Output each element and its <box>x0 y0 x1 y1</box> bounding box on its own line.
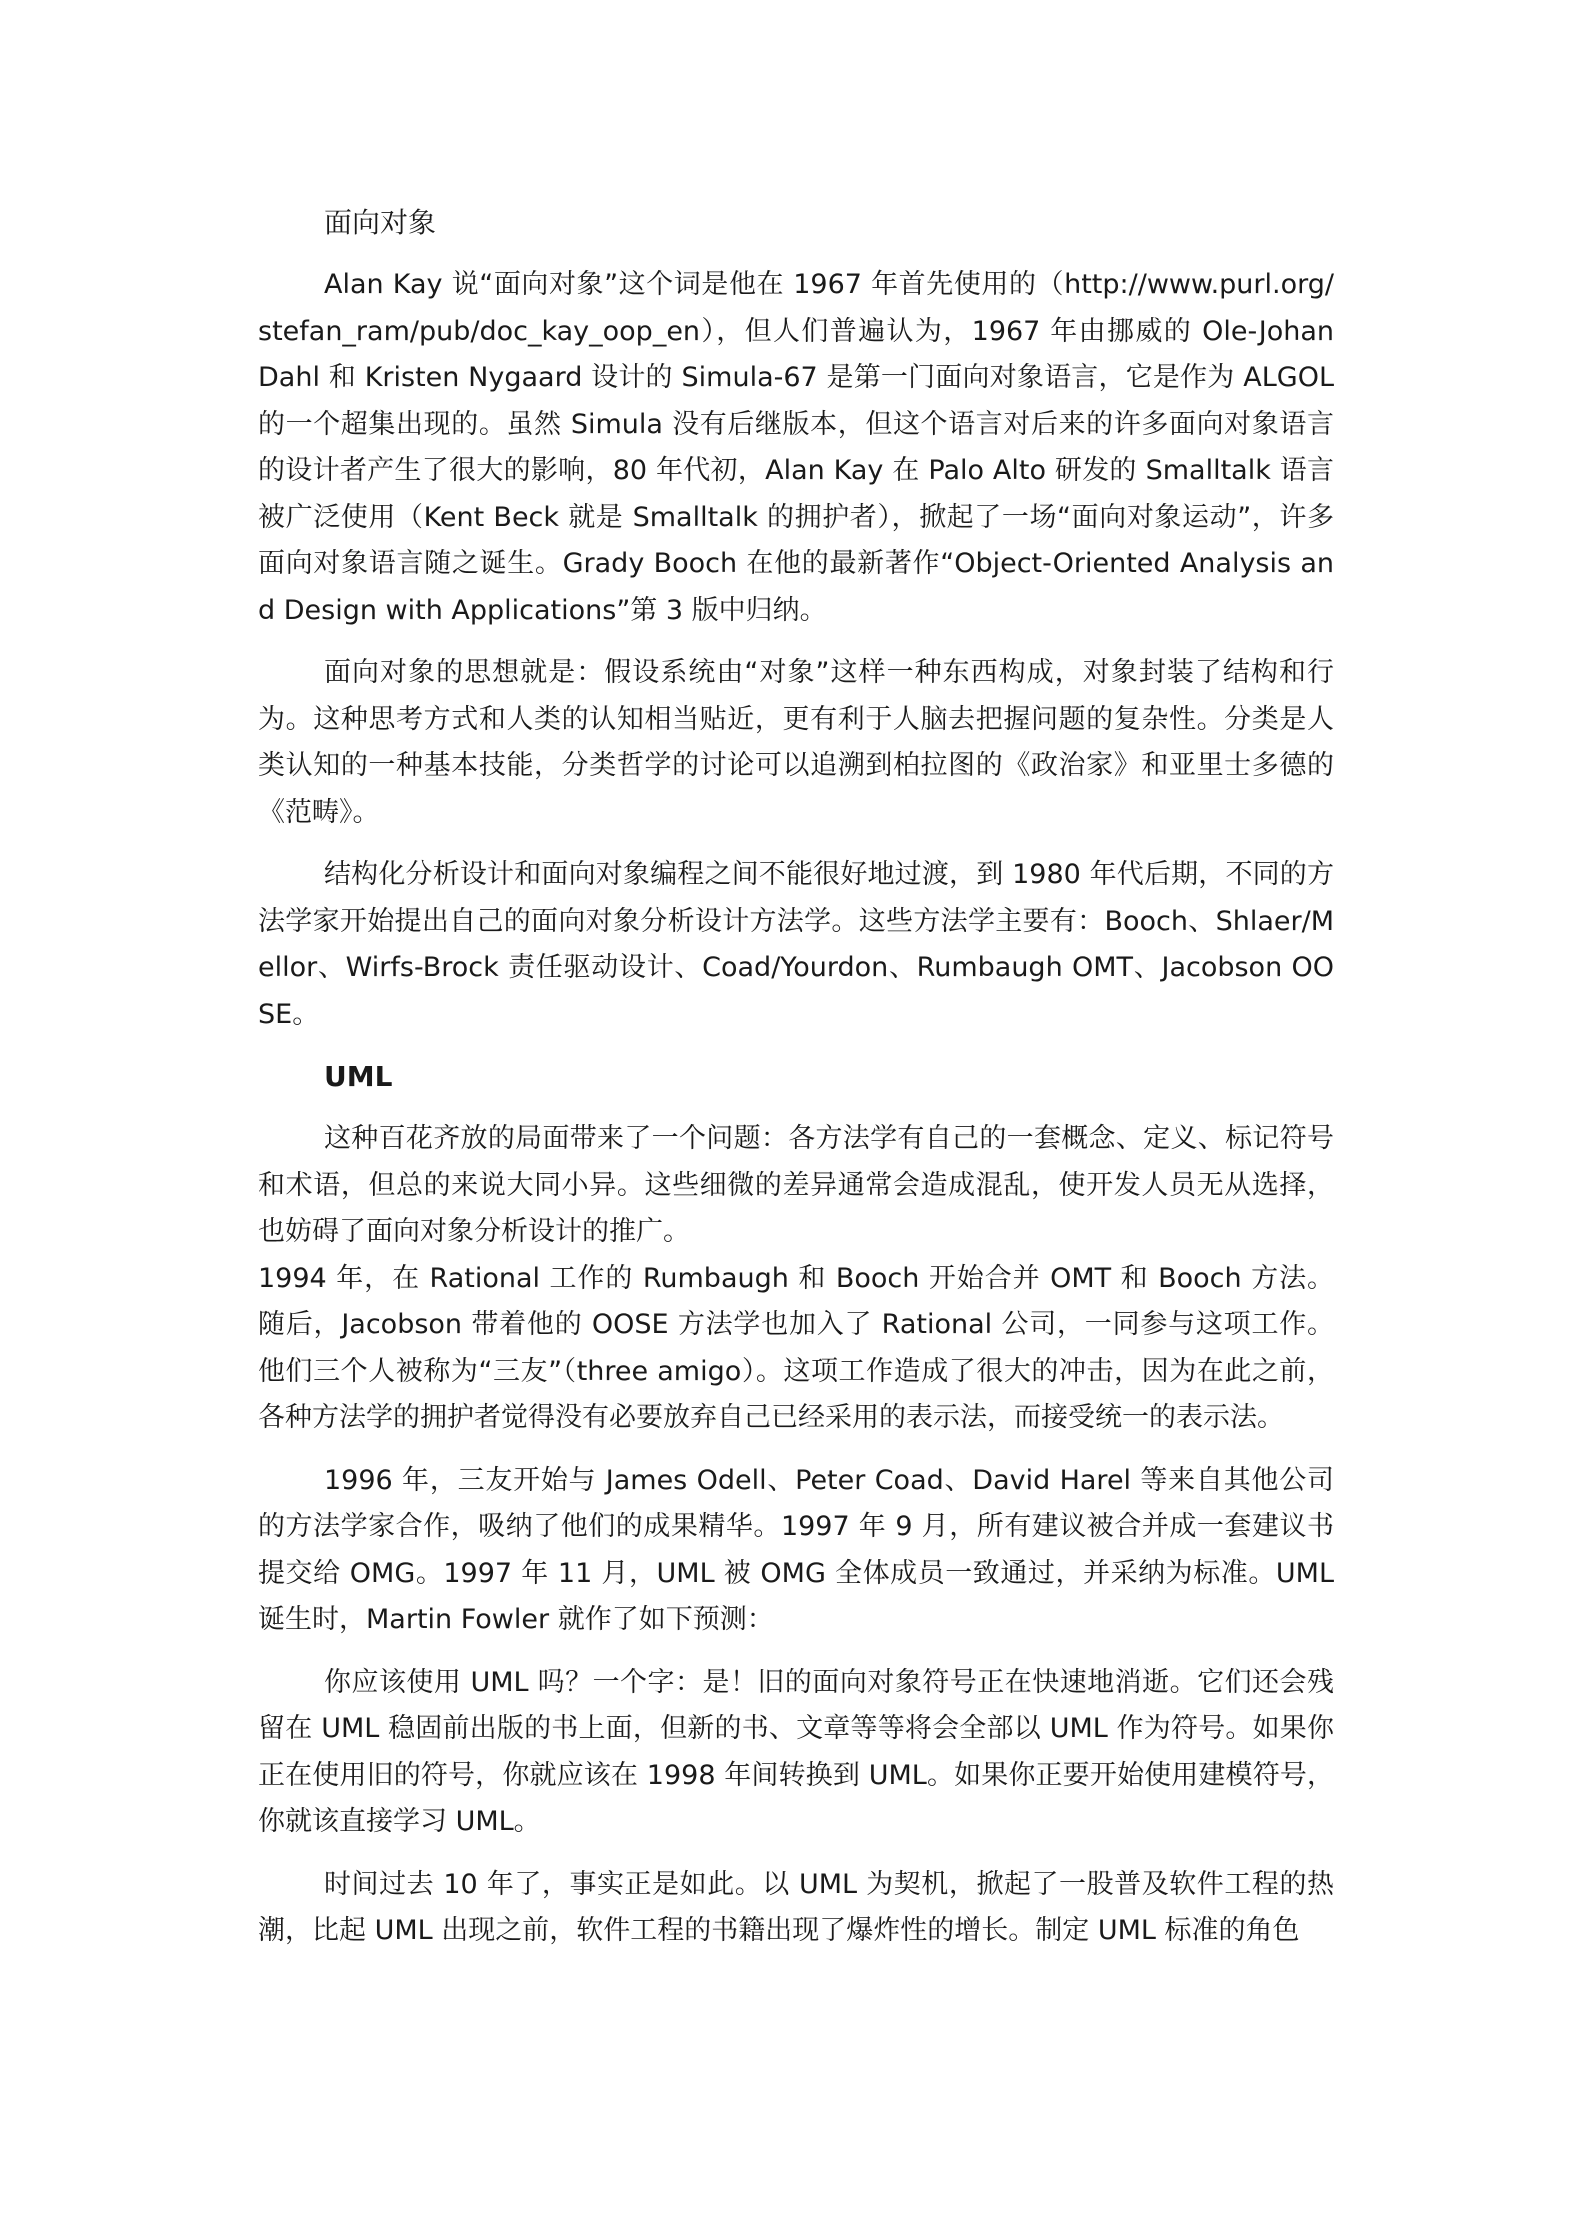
paragraph-uml-1996: 1996 年，三友开始与 James Odell、Peter Coad、David Harel 等来自其他公司的方法学家合作，吸纳了他们的成果精华。1997 年 9 月，所有建议被合并成一套建议书提交给 OMG。1997 年 11 月，UML 被 OMG 全体成员一致通过，并采纳为标准。UML 诞生时，Martin Fowler 就作了如下预测： <box>258 1464 1334 1635</box>
paragraph-uml-1994: 1994 年，在 Rational 工作的 Rumbaugh 和 Booch 开始合并 OMT 和 Booch 方法。随后，Jacobson 带着他的 OOSE 方法学也加入了 Rational 公司，一同参与这项工作。他们三个人被称为“三友”（three amigo）。这项工作造成了很大的冲击，因为在此之前，各种方法学的拥护者觉得没有必要放弃自己已经采用的表示法，而接受统一的表示法。 <box>258 1262 1334 1433</box>
document-page <box>258 200 1334 1971</box>
paragraph-oo-methodologies: 结构化分析设计和面向对象编程之间不能很好地过渡，到 1980 年代后期，不同的方法学家开始提出自己的面向对象分析设计方法学。这些方法学主要有：Booch、Shlaer/Mellor、Wirfs-Brock 责任驱动设计、Coad/Yourdon、Rumbaugh OMT、Jacobson OOSE。 <box>258 859 1334 1030</box>
paragraph-uml-problem: 这种百花齐放的局面带来了一个问题：各方法学有自己的一套概念、定义、标记符号和术语，但总的来说大同小异。这些细微的差异通常会造成混乱，使开发人员无从选择，也妨碍了面向对象分析设计的推广。 <box>258 1123 1334 1247</box>
section-heading-oo: 面向对象 <box>324 206 437 239</box>
paragraph-oo-idea: 面向对象的思想就是：假设系统由“对象”这样一种东西构成，对象封装了结构和行为。这种思考方式和人类的认知相当贴近，更有利于人脑去把握问题的复杂性。分类是人类认知的一种基本技能，分类哲学的讨论可以追溯到柏拉图的《政治家》和亚里士多德的《范畴》。 <box>258 657 1334 828</box>
paragraph-uml-ten-years: 时间过去 10 年了，事实正是如此。以 UML 为契机，掀起了一股普及软件工程的热潮，比起 UML 出现之前，软件工程的书籍出现了爆炸性的增长。制定 UML 标准的角色 <box>258 1868 1334 1946</box>
paragraph-oo-history: Alan Kay 说“面向对象”这个词是他在 1967 年首先使用的（http://www.purl.org/stefan_ram/pub/doc_kay_oop_en），但人们普遍认为，1967 年由挪威的 Ole-Johan Dahl 和 Kristen Nygaard 设计的 Simula-67 是第一门面向对象语言，它是作为 ALGOL 的一个超集出现的。虽然 Simula 没有后继版本，但这个语言对后来的许多面向对象语言的设计者产生了很大的影响，80 年代初，Alan Kay 在 Palo Alto 研发的 Smalltalk 语言被广泛使用（Kent Beck 就是 Smalltalk 的拥护者），掀起了一场“面向对象运动”，许多面向对象语言随之诞生。Grady Booch 在他的最新著作“Object-Oriented Analysis and Design with Applications”第 3 版中归纳。 <box>258 269 1334 626</box>
section-heading-uml: UML <box>324 1060 393 1093</box>
paragraph-uml-fowler-quote: 你应该使用 UML 吗？一个字：是！旧的面向对象符号正在快速地消逝。它们还会残留在 UML 稳固前出版的书上面，但新的书、文章等等将会全部以 UML 作为符号。如果你正在使用旧的符号，你就应该在 1998 年间转换到 UML。如果你正要开始使用建模符号，你就该直接学习 UML。 <box>258 1666 1334 1837</box>
